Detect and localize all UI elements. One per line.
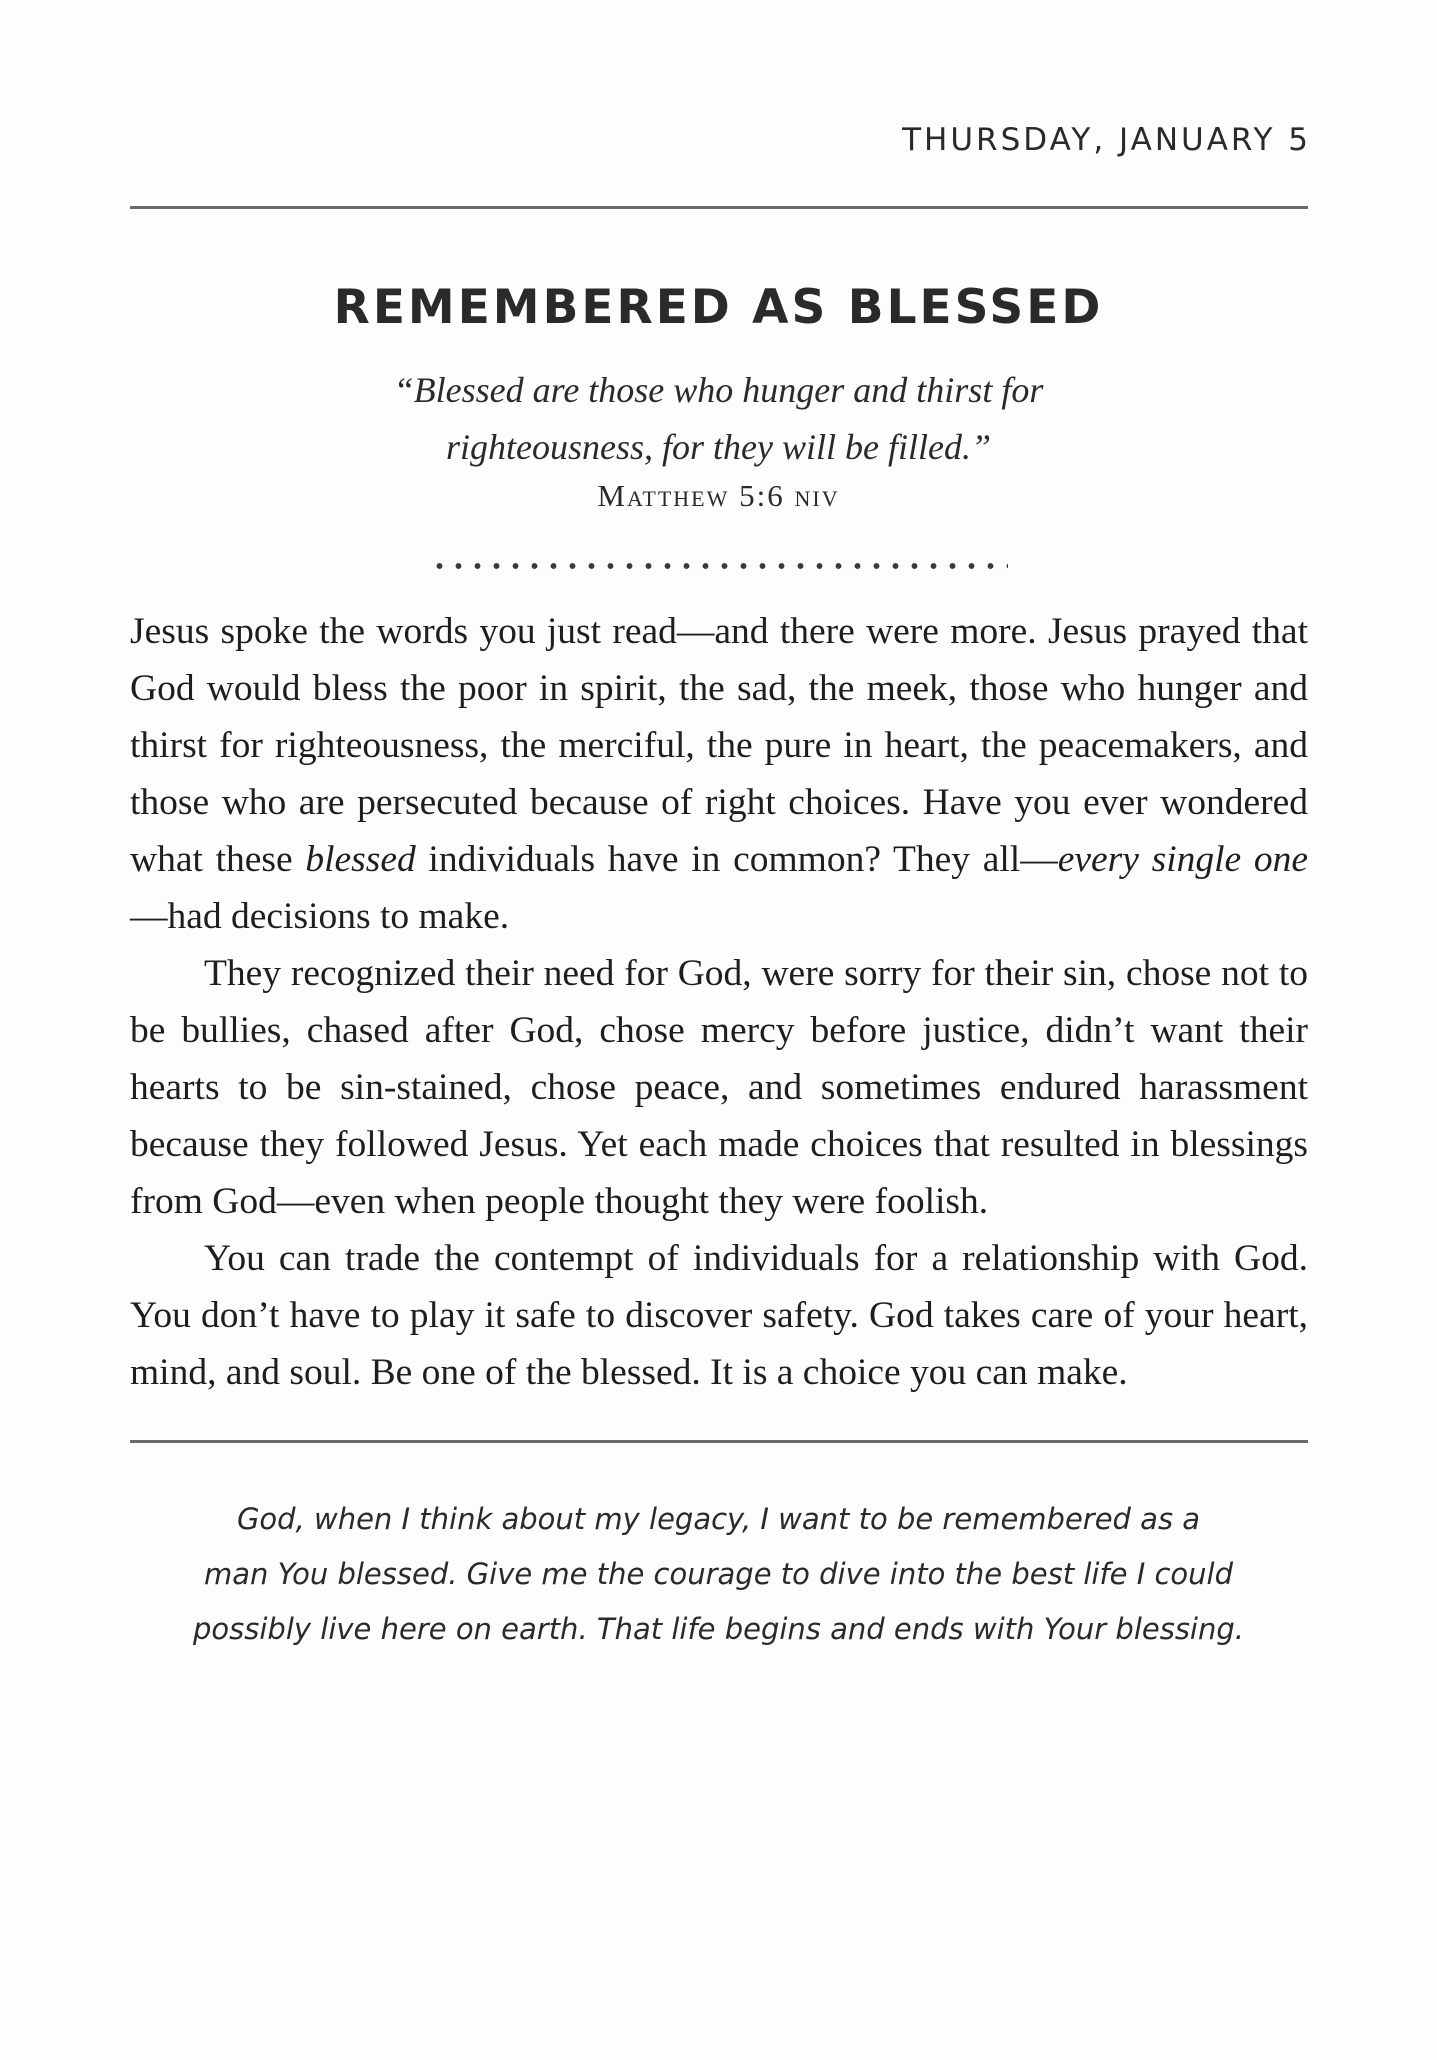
prayer-line: man You blessed. Give me the courage to dive into the best life I could: [203, 1557, 1234, 1591]
top-divider: [130, 206, 1308, 209]
body-paragraph: They recognized their need for God, were sorry for their sin, chose not to be bullies, chased after God, chose mercy before justice, didn’t want their hearts to be sin-stained, chose peace, and sometimes endured harassment because they followed Jesus. Yet each made choices that resulted in blessings from God—even when people thought they were foolish.: [130, 953, 1308, 1222]
prayer-line: possibly live here on earth. That life begins and ends with Your blessing.: [193, 1612, 1244, 1646]
devotion-title: REMEMBERED AS BLESSED: [333, 280, 1104, 335]
bottom-divider: [130, 1440, 1308, 1443]
verse-line: “Blessed are those who hunger and thirst for: [393, 370, 1044, 410]
body-paragraph: You can trade the contempt of individuals for a relationship with God. You don’t have to play it safe to discover safety. God takes care of your heart, mind, and soul. Be one of the blessed. It is a choice you can make.: [130, 1238, 1308, 1393]
closing-prayer: [0, 1492, 1437, 1657]
dotted-ornament-divider: [430, 560, 1008, 572]
date-header: THURSDAY, JANUARY 5: [902, 122, 1311, 158]
prayer-line: God, when I think about my legacy, I want to be remembered as a: [236, 1502, 1201, 1536]
verse-line: righteousness, for they will be filled.”: [446, 427, 991, 467]
body-paragraph: Jesus spoke the words you just read—and there were more. Jesus prayed that God would bless the poor in spirit, the sad, the meek, those who hunger and thirst for righteousness, the merciful, the pure in heart, the peacemakers, and those who are persecuted because of right choices. Have you ever wondered what these blessed individuals have in common? They all—every single one—had decisions to make.: [130, 611, 1309, 937]
devotion-body: [130, 603, 1308, 1401]
scripture-reference: Matthew 5:6 niv: [597, 478, 840, 513]
scripture-verse: [0, 362, 1437, 476]
